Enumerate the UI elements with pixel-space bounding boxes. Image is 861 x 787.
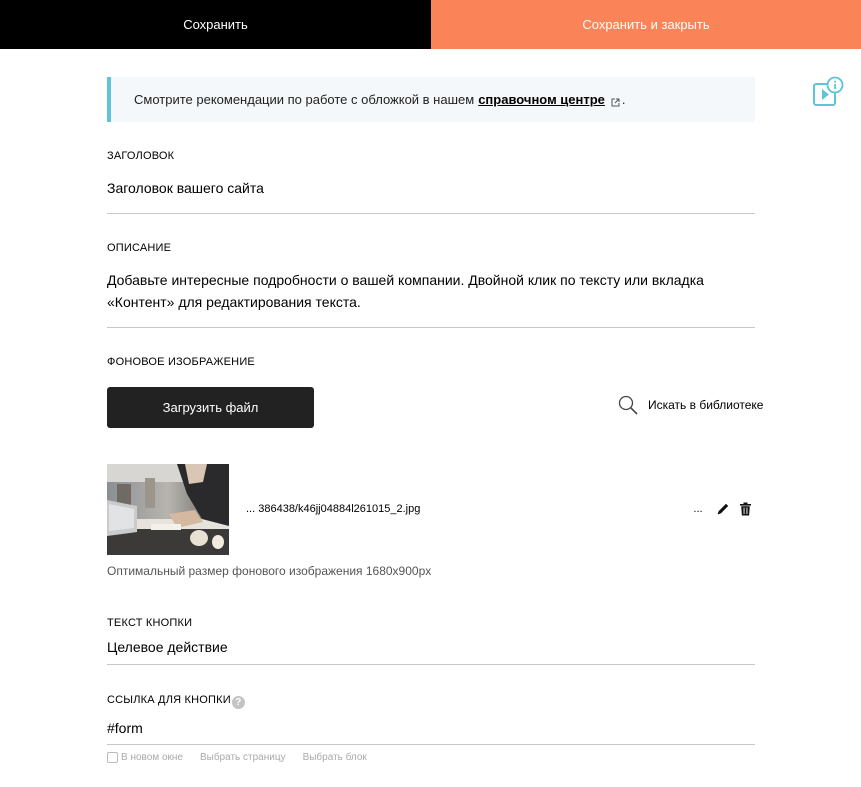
description-line-2: «Контент» для редактирования текста.	[107, 294, 361, 310]
upload-file-button[interactable]: Загрузить файл	[107, 387, 314, 428]
background-size-hint: Оптимальный размер фонового изображения 1680x900px	[107, 564, 432, 578]
delete-trash-icon[interactable]	[738, 502, 752, 516]
new-window-checkbox[interactable]	[107, 752, 118, 763]
link-options	[107, 752, 367, 763]
help-center-link[interactable]: справочном центре	[478, 92, 605, 107]
description-label: ОПИСАНИЕ	[107, 242, 172, 254]
help-notice	[107, 77, 755, 122]
save-button[interactable]: Сохранить	[0, 0, 431, 49]
title-label: ЗАГОЛОВОК	[107, 150, 175, 162]
search-icon	[618, 395, 639, 415]
title-underline	[107, 213, 755, 214]
question-help-icon[interactable]: ?	[232, 696, 245, 709]
video-info-icon[interactable]	[812, 76, 844, 110]
search-library-button[interactable]	[618, 395, 763, 415]
choose-block-link[interactable]: Выбрать блок	[302, 752, 367, 763]
notice-text: Смотрите рекомендации по работе с обложкой в нашем	[134, 92, 475, 107]
button-text-label: ТЕКСТ КНОПКИ	[107, 617, 193, 629]
button-text-underline	[107, 664, 755, 665]
choose-page-link[interactable]: Выбрать страницу	[199, 752, 286, 763]
notice-suffix: .	[621, 92, 626, 107]
search-library-label: Искать в библиотеке	[648, 398, 764, 412]
description-input[interactable]	[107, 269, 755, 313]
button-link-label-row	[107, 694, 245, 709]
background-label: ФОНОВОЕ ИЗОБРАЖЕНИЕ	[107, 356, 255, 368]
description-underline	[107, 327, 755, 328]
button-link-underline	[107, 744, 755, 745]
save-and-close-button[interactable]: Сохранить и закрыть	[431, 0, 861, 49]
button-link-label: ССЫЛКА ДЛЯ КНОПКИ	[107, 694, 231, 706]
button-link-input[interactable]: #form	[107, 720, 143, 736]
file-actions	[690, 502, 752, 516]
background-image-thumbnail	[107, 464, 229, 555]
title-input[interactable]: Заголовок вашего сайта	[107, 180, 264, 196]
background-filename: ... 386438/k46jj04884l261015_2.jpg	[246, 503, 421, 515]
edit-pencil-icon[interactable]	[716, 502, 730, 516]
top-action-bar	[0, 0, 861, 49]
more-options-button[interactable]: ...	[693, 503, 703, 515]
description-line-1: Добавьте интересные подробности о вашей компании. Двойной клик по тексту или вкладка	[107, 272, 704, 288]
button-text-input[interactable]: Целевое действие	[107, 639, 228, 655]
new-window-label[interactable]: В новом окне	[121, 752, 183, 763]
external-link-icon	[611, 95, 620, 104]
